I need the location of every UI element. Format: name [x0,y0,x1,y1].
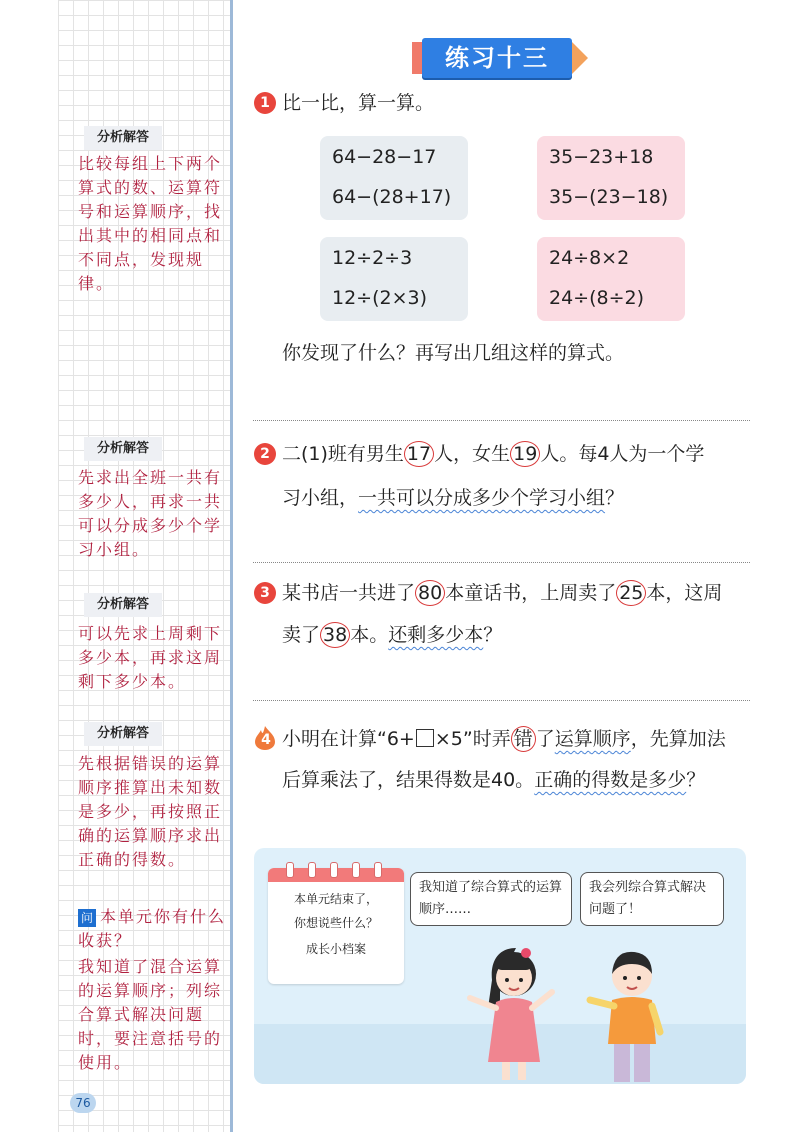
notebook-ring-icon [308,862,316,878]
notebook-ring-icon [352,862,360,878]
divider-1 [253,420,750,421]
growth-notebook [268,868,404,984]
reflection-question-text: 本单元你有什么收获？ [78,907,227,950]
problem-2-line-1 [282,433,704,475]
problem-4-number: 4 [261,732,271,748]
problem-3-text-b: 本童话书，上周卖了 [445,582,617,604]
girl-speech-bubble: 我知道了综合算式的运算顺序…… [410,872,572,926]
expression-group-2 [537,136,685,220]
number-circle-25: 25 [616,580,646,606]
problem-3-text-e: 本。 [350,624,389,646]
expression-3-top: 12÷2÷3 [332,247,413,269]
problem-4-line-2 [282,759,705,801]
problem-3-text-a: 某书店一共进了 [282,582,416,604]
analysis-text-1: 比较每组上下两个算式的数、运算符号和运算顺序，找出其中的相同点和不同点，发现规律。 [78,154,223,293]
problem-1-text: 比一比，算一算。 [282,92,435,114]
analysis-title-3: 分析解答 [84,593,162,617]
boy-speech-bubble: 我会列综合算式解决问题了！ [580,872,724,926]
problem-4-text-e: 后算乘法了，结果得数是40。 [282,769,535,791]
problem-2-text-a: 二(1)班有男生 [282,443,404,465]
number-circle-38: 38 [320,622,350,648]
problem-2-text-e: ？ [605,487,625,509]
notebook-ring-icon [286,862,294,878]
expression-group-3 [320,237,468,321]
expression-group-1 [320,136,468,220]
expression-3-bottom: 12÷(2×3) [332,287,428,309]
analysis-text-3: 可以先求上周剩下多少本，再求这周剩下多少本。 [78,624,223,691]
heading-title: 练习十三 [445,44,549,72]
analysis-text-2: 先求出全班一共有多少人，再求一共可以分成多少个学习小组。 [78,468,223,559]
divider-2 [253,562,750,563]
number-circle-80: 80 [415,580,445,606]
problem-2-underlined-question: 一共可以分成多少个学习小组 [358,487,606,509]
keyword-circle-error: 错 [511,726,536,752]
problem-4-underlined-question: 正确的得数是多少 [534,769,687,791]
analysis-text-4: 先根据错误的运算顺序推算出未知数是多少，再按照正确的运算顺序求出正确的得数。 [78,754,223,869]
girl-illustration [458,940,568,1084]
sidebar-divider [230,0,233,1132]
unit-summary-scene [254,848,746,1084]
reflection-answer: 我知道了混合运算的运算顺序；列综合算式解决问题时，要注意括号的使用。 [78,957,223,1072]
expression-group-4 [537,237,685,321]
problem-3-number: 3 [254,582,276,604]
notebook-ring-icon [374,862,382,878]
problem-4-text-d: ，先算加法 [630,728,726,750]
notebook-line-2: 你想说些什么？ [293,916,378,930]
problem-4-text-c: 了 [535,728,555,750]
page-number: 76 [70,1093,96,1113]
problem-2-text-d: 习小组， [282,487,359,509]
boy-illustration [580,944,680,1084]
problem-2-number: 2 [254,443,276,465]
question-icon: 问 [78,909,96,927]
expression-1-bottom: 64−(28+17) [332,186,452,208]
problem-3-text-f: ？ [483,624,503,646]
problem-3-line-2 [282,614,502,656]
problem-4-text-b: ×5”时弄 [434,728,511,750]
notebook-line-1: 本单元结束了， [293,892,378,906]
problem-3-line-1 [282,572,722,614]
problem-3-text-d: 卖了 [282,624,321,646]
expression-4-top: 24÷8×2 [549,247,630,269]
divider-3 [253,700,750,701]
number-circle-17: 17 [404,441,434,467]
problem-1-number: 1 [254,92,276,114]
problem-4-text-a: 小明在计算“6+ [282,728,415,750]
expression-2-top: 35−23+18 [549,146,654,168]
problem-2-text-c: 人。每4人为一个学 [540,443,705,465]
problem-3-underlined-question: 还剩多少本 [388,624,484,646]
problem-2-line-2 [282,477,624,519]
analysis-title-4: 分析解答 [84,722,162,746]
exercise-heading [412,38,588,78]
analysis-title-1: 分析解答 [84,126,162,150]
problem-4-underlined-order: 运算顺序 [554,728,631,750]
heading-right-arrow [572,42,588,74]
analysis-title-2: 分析解答 [84,437,162,461]
problem-4-text-f: ？ [686,769,706,791]
number-circle-19: 19 [510,441,540,467]
notebook-ring-icon [330,862,338,878]
notebook-line-3: 成长小档案 [305,942,366,956]
expression-4-bottom: 24÷(8÷2) [549,287,645,309]
problem-3-text-c: 本，这周 [646,582,723,604]
expression-1-top: 64−28−17 [332,146,437,168]
problem-1-question: 你发现了什么？再写出几组这样的算式。 [282,342,625,364]
blank-box [416,729,434,747]
problem-4-line-1 [282,718,726,760]
problem-2-text-b: 人，女生 [434,443,511,465]
reflection-question [78,905,226,953]
expression-2-bottom: 35−(23−18) [549,186,669,208]
